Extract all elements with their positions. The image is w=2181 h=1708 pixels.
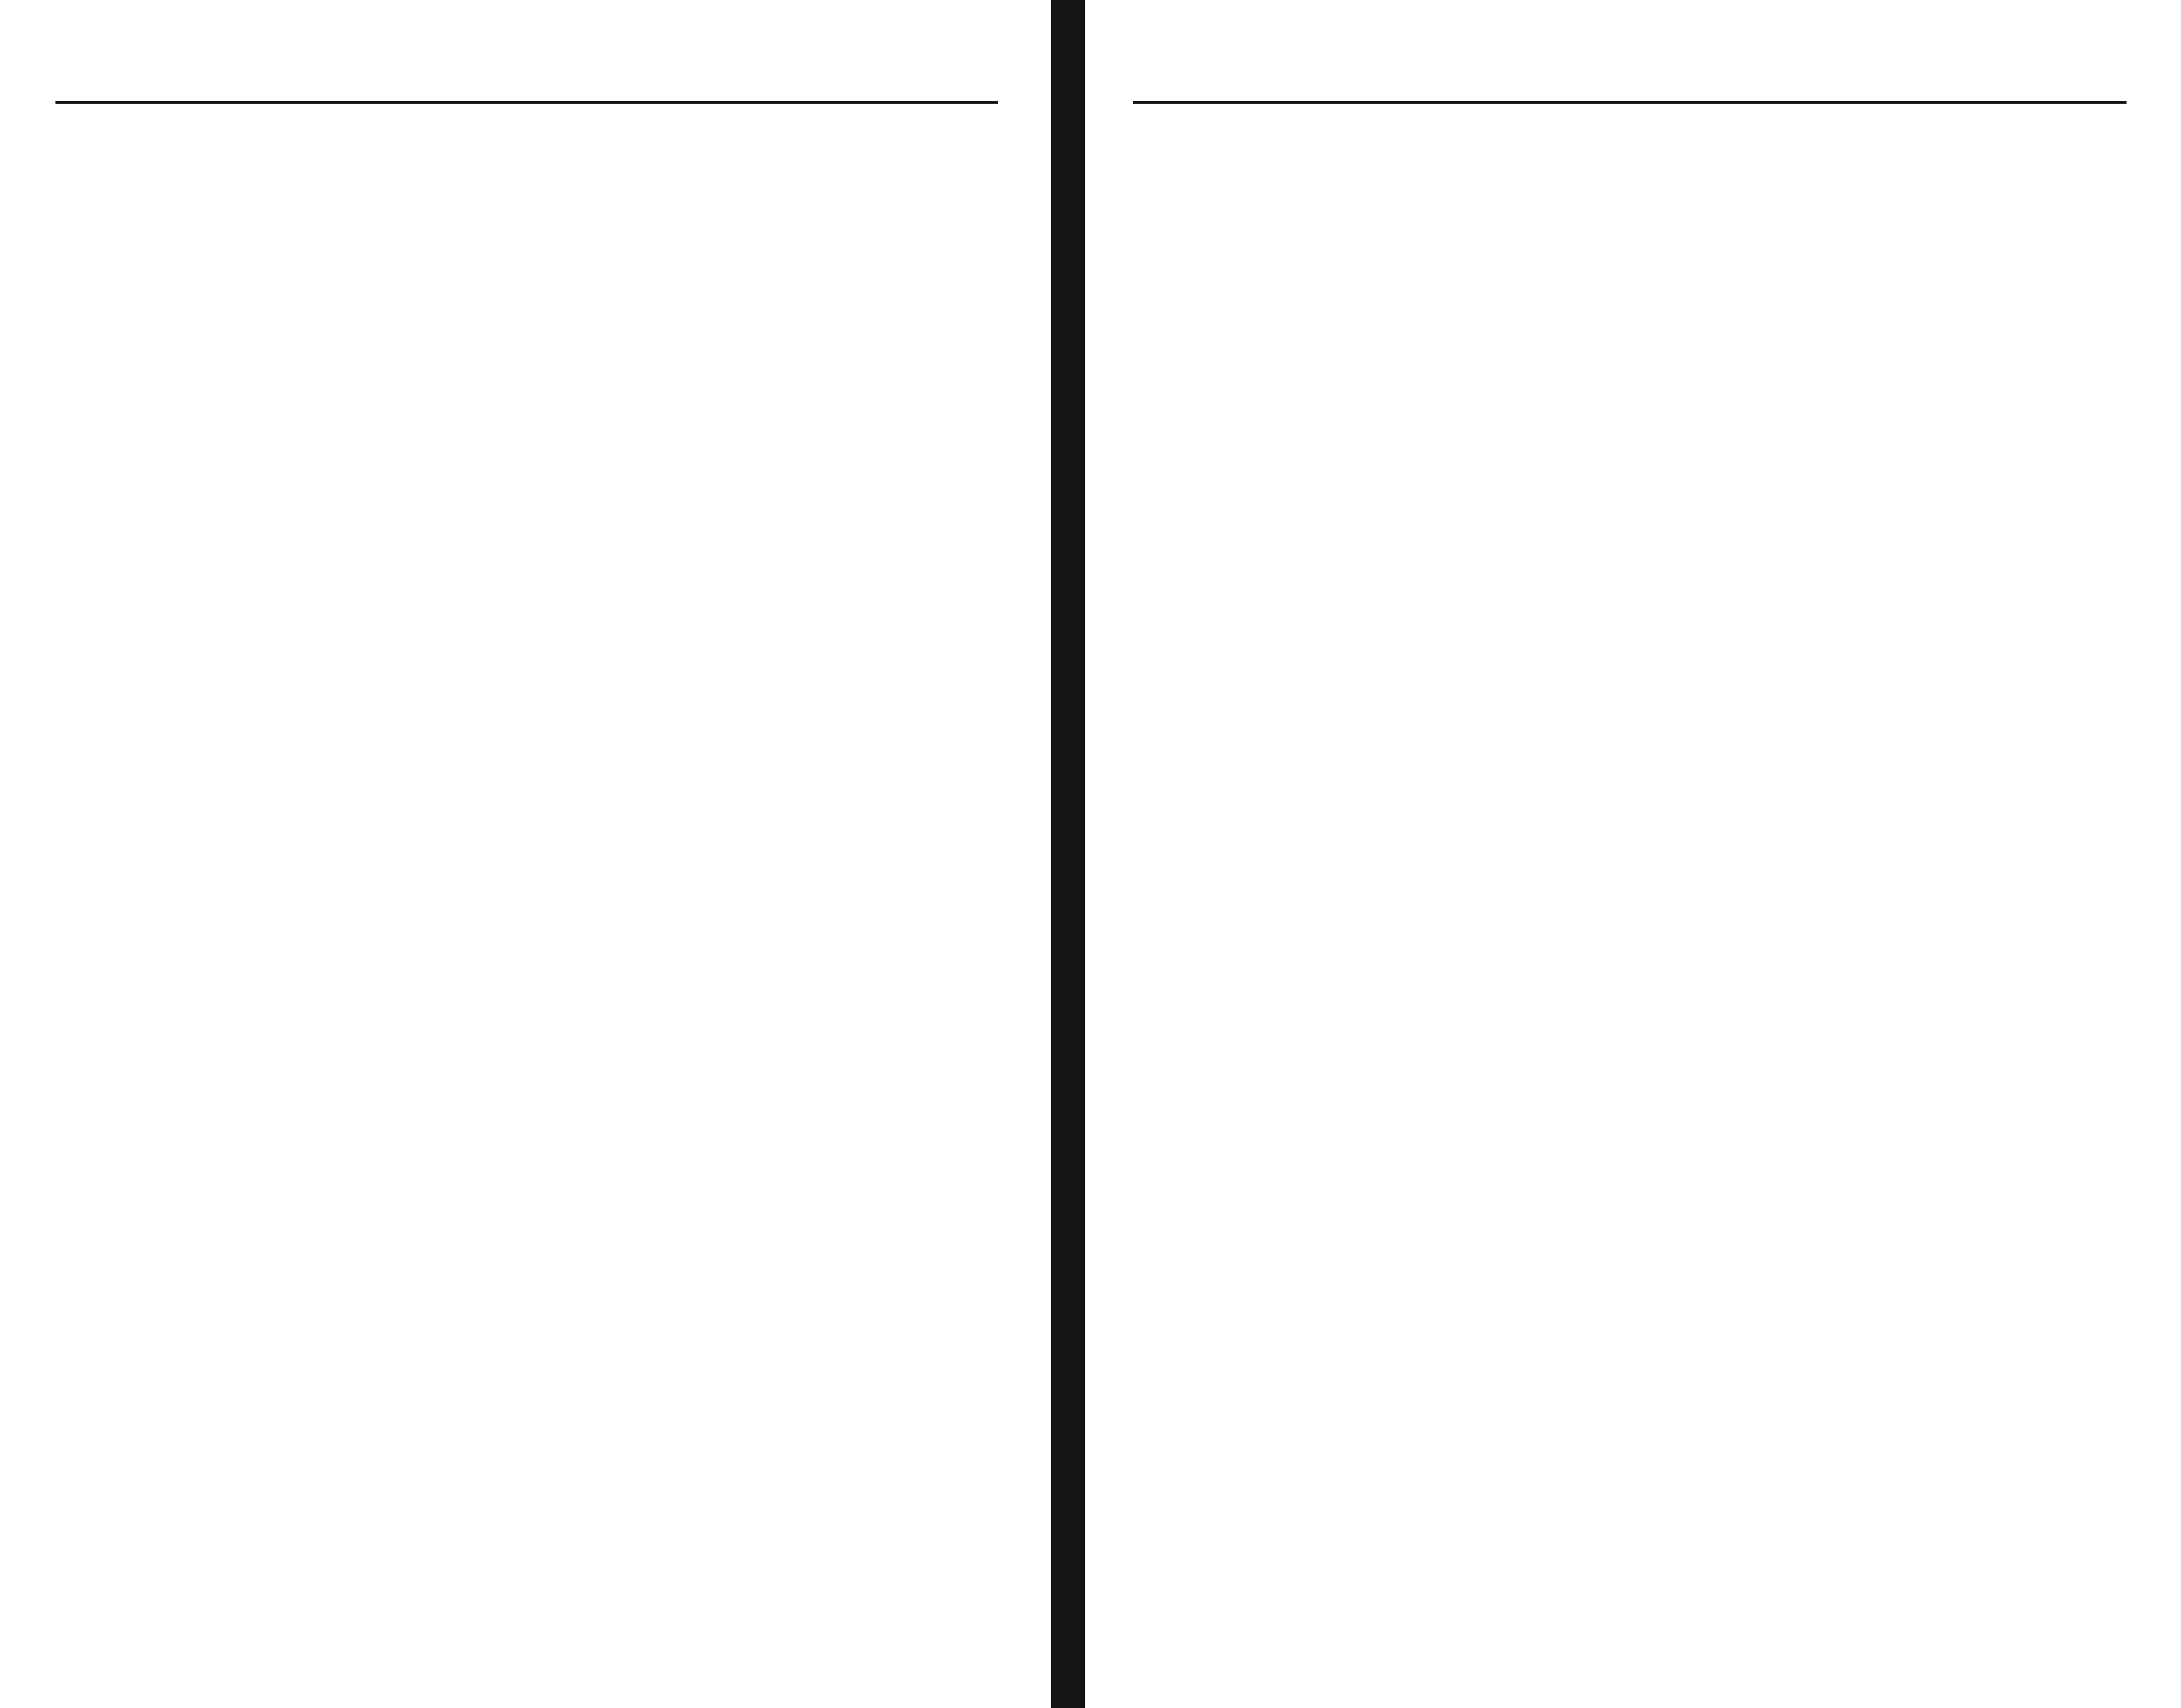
book-gutter [1051, 0, 1085, 1708]
right-page [1085, 0, 2181, 1708]
left-page [0, 0, 1051, 1708]
